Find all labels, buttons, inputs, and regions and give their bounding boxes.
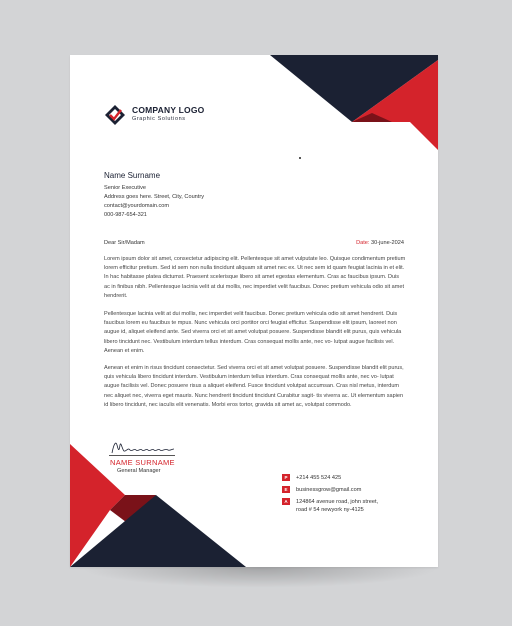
email-icon: E xyxy=(282,486,290,493)
contact-phone-text: +214 455 524 425 xyxy=(296,475,342,481)
letter-date xyxy=(356,240,404,246)
letterhead-page xyxy=(70,55,438,567)
address-line-1: 124864 avenue road, john street, xyxy=(296,499,379,505)
signature-line xyxy=(109,455,175,456)
separator-dot xyxy=(299,157,301,159)
company-name: COMPANY LOGO xyxy=(132,105,205,115)
recipient-phone: 000-987-654-321 xyxy=(104,212,147,218)
signer-name: NAME SURNAME xyxy=(110,458,175,467)
contact-email-text: businessgrow@gmail.com xyxy=(296,487,362,493)
date-value: 30-june-2024 xyxy=(371,240,404,246)
location-icon: A xyxy=(282,498,290,505)
address-line-2: road # 54 newyork ny-4125 xyxy=(296,507,364,513)
contact-address-text xyxy=(296,498,378,514)
recipient-address: Address goes here. Street, City, Country xyxy=(104,194,205,200)
recipient-details xyxy=(104,184,204,220)
body-paragraph-2: Pellentesque lacinia velit at dui mollis, nec imperdiet velit faucibus. Donec pretium vehicula odio sit amet hendrerit. Duis faucibus lorem eu faucibus te mpus. Nunc vehicula orci portitor orci feugiat efficitur. Suspendisse elit ipsum, laoreet non augue id, aliquet eleifend ante. Sed viverra orci et sit amet volutpat posuere. Suspendisse blandit elit purus, quis vehicula libero tincidunt nec. Vestibulum interdum tellus interdum. Cras consequat mollis ante, nec vo- lutpat augue facilisis vel. Aenean et enim. xyxy=(104,311,402,354)
signer-title: General Manager xyxy=(117,468,161,474)
recipient-name: Name Surname xyxy=(104,171,161,180)
body-paragraph-1: Lorem ipsum dolor sit amet, consectetur adipiscing elit. Pellentesque sit amet vulputate leo. Quisque condimentum pretium lorem efficitur pretium. Sed id sem non nulla tincidunt aliquam sit amet nec ex. Ut nec sem id quam feugiat lacinia in et elit. In hac habitasse platea dictumst. Praesent scelerisque libero sit amet egestas elementum. Cras ac faucibus ipsum. Duis ac in finibus nibh. Pellentesque lacinia velit at dui mollis, nec imperdiet velit faucibus. Donec pretium vehicula odio sit amet hendrerit. xyxy=(104,256,406,299)
company-tagline: Graphic Solutions xyxy=(132,116,186,122)
recipient-title: Senior Executive xyxy=(104,185,146,191)
salutation: Dear Sir/Madam xyxy=(104,240,145,246)
company-logo-icon xyxy=(104,104,126,126)
phone-icon: P xyxy=(282,474,290,481)
date-label: Date: xyxy=(356,240,370,246)
body-paragraph-3: Aenean et enim in risus tincidunt consectetur. Sed viverra orci et sit amet volutpat posuere. Suspendisse blandit elit purus, quis vehicula libero tincidunt interdum. Vestibulum interdum tellus interdum. Cras consequat mollis ante, nec vo- lutpat augue facilisis vel. Donec posuere risus a aliquet eleifend. Fusce tincidunt volutpat accumsan. Cras nisl metus, interdum nec aliquet nec, viverra eget mauris. Nunc hendrerit tincidunt tincidunt Curabitur sagit- tis viverra ac. Ut elementum sapien id libero tincidunt, nec iaculis elit venenatis. Morbi eros tortor, gravida sit amet ac, volutpat commodo. xyxy=(104,365,404,408)
handwritten-signature xyxy=(110,439,176,455)
recipient-email: contact@yourdomain.com xyxy=(104,203,170,209)
